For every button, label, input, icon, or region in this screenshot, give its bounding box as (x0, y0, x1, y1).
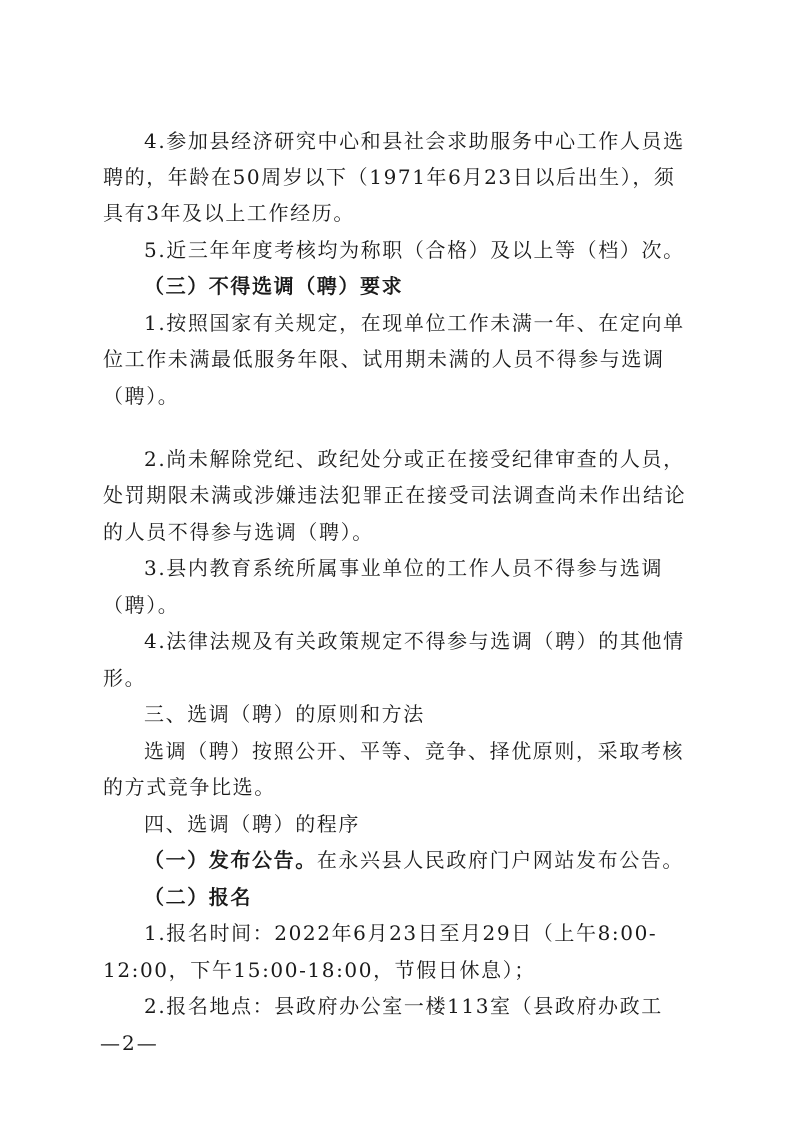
paragraph-line: 3.县内教育系统所属事业单位的工作人员不得参与选调 (144, 556, 664, 580)
paragraph-line: 1.按照国家有关规定，在现单位工作未满一年、在定向单 (144, 311, 685, 335)
paragraph-line: 4.参加县经济研究中心和县社会求助服务中心工作人员选 (144, 129, 685, 153)
paragraph-line: 2.尚未解除党纪、政纪处分或正在接受纪律审查的人员， (144, 447, 685, 471)
paragraph-line: （聘）。 (103, 384, 180, 408)
subsection-text: 在永兴县人民政府门户网站发布公告。 (316, 848, 685, 872)
section-heading: 三、选调（聘）的原则和方法 (144, 702, 425, 726)
paragraph-line (144, 845, 734, 875)
section-subheading: （二）报名 (144, 885, 252, 909)
paragraph-line: 1.报名时间：2022年6月23日至月29日（上午8:00- (144, 921, 658, 945)
paragraph-line: 聘的，年龄在50周岁以下（1971年6月23日以后出生），须 (103, 165, 676, 189)
page-number: —2— (100, 1031, 159, 1055)
paragraph-line: 5.近三年年度考核均为称职（合格）及以上等（档）次。 (144, 238, 685, 262)
paragraph-line: 的人员不得参与选调（聘）。 (103, 520, 374, 544)
paragraph-line: 12:00，下午15:00-18:00，节假日休息）； (103, 958, 536, 982)
paragraph-line: 处罚期限未满或涉嫌违法犯罪正在接受司法调查尚未作出结论 (103, 483, 687, 507)
paragraph-line: 具有3年及以上工作经历。 (103, 201, 355, 225)
subsection-label: （一）发布公告。 (144, 848, 317, 872)
paragraph-line: 2.报名地点：县政府办公室一楼113室（县政府办政工 (144, 994, 663, 1018)
paragraph-line: 选调（聘）按照公开、平等、竞争、择优原则，采取考核 (144, 739, 684, 763)
section-subheading: （三）不得选调（聘）要求 (144, 274, 404, 298)
section-heading: 四、选调（聘）的程序 (144, 812, 360, 836)
paragraph-line: 位工作未满最低服务年限、试用期未满的人员不得参与选调 (103, 347, 665, 371)
paragraph-line: 的方式竞争比选。 (103, 775, 276, 799)
paragraph-line: 4.法律法规及有关政策规定不得参与选调（聘）的其他情 (144, 629, 685, 653)
paragraph-line: 形。 (103, 666, 147, 690)
paragraph-line: （聘）。 (103, 593, 180, 617)
